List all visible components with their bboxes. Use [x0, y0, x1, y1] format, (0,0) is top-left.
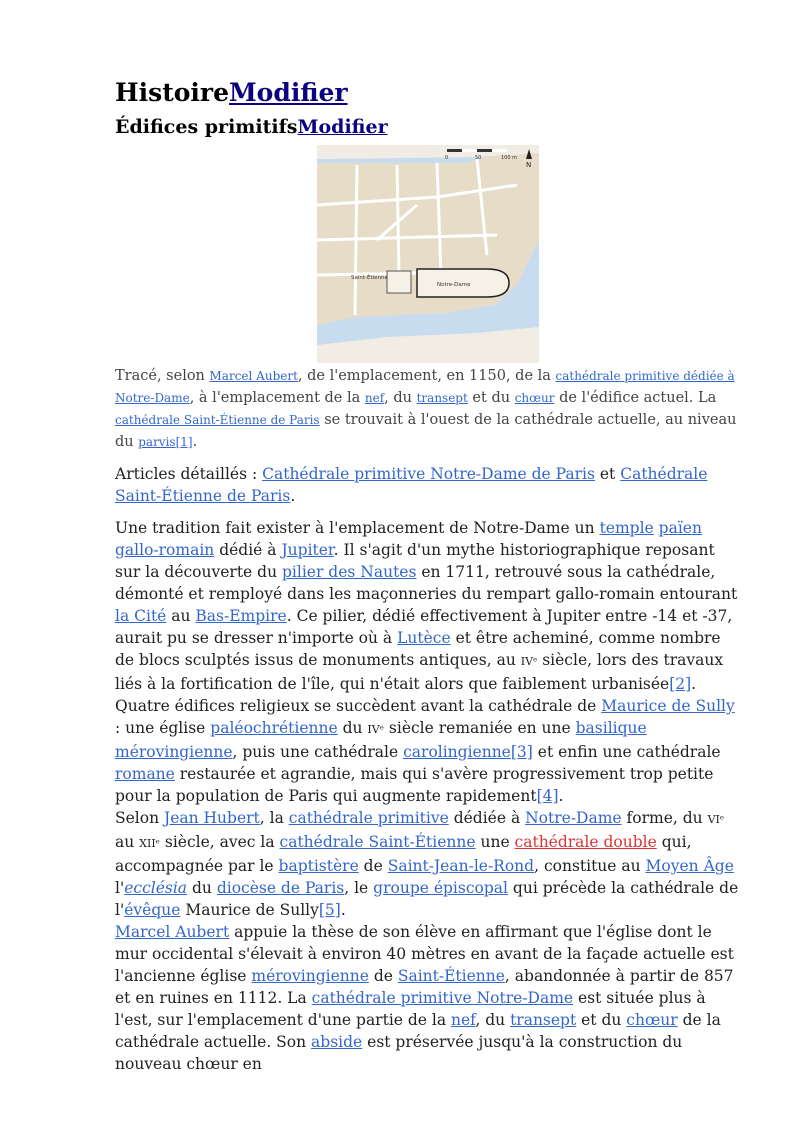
subsection-title: Édifices primitifs: [115, 116, 298, 138]
link-cathedrale-primitive[interactable]: cathédrale primitive dédiée à Notre-Dame: [115, 369, 735, 405]
century-numeral: IVᵉ: [520, 655, 538, 668]
link-lutece[interactable]: Lutèce: [397, 629, 451, 647]
text: , abandonnée à partir de 857 et en ruines en 1112. La: [115, 967, 734, 1007]
caption-text: , à l'emplacement de la: [189, 390, 365, 406]
caption-text: .: [192, 434, 198, 450]
text: Une tradition fait exister à l'emplacement de Notre-Dame un: [115, 519, 600, 537]
link-baptistere[interactable]: baptistère: [278, 857, 359, 875]
link-jupiter[interactable]: Jupiter: [281, 541, 334, 559]
century-numeral: XIIᵉ: [139, 837, 160, 850]
text: . Il s'agit d'un mythe historiographique reposant sur la découverte du: [115, 541, 715, 581]
link-diocese-de-paris[interactable]: diocèse de Paris: [216, 879, 345, 897]
link-cathedrale-primitive-notre-dame[interactable]: cathédrale primitive Notre-Dame: [311, 989, 574, 1007]
link-nef[interactable]: nef: [364, 391, 385, 405]
century-numeral: IVᵉ: [367, 723, 384, 736]
reference-2[interactable]: [2]: [669, 675, 692, 693]
caption-text: de l'édifice actuel. La: [554, 390, 717, 406]
text: siècle, avec la: [159, 833, 280, 851]
text: est préservée jusqu'à la construction du nouveau chœur en: [115, 1033, 683, 1073]
link-paleochretienne[interactable]: paléochrétienne: [210, 719, 338, 737]
link-marcel-aubert[interactable]: Marcel Aubert: [209, 369, 298, 383]
text: Quatre édifices religieux se succèdent avant la cathédrale de: [115, 697, 602, 715]
text: en 1711, retrouvé sous la cathédrale, démonté et remployé dans les maçonneries du rempart gallo-romain entourant: [115, 563, 738, 603]
paragraph-4: [115, 921, 740, 1075]
link-notre-dame[interactable]: Notre-Dame: [525, 809, 622, 827]
text: et être acheminé, comme nombre de blocs sculptés issus de monuments antiques, au: [115, 629, 721, 669]
subsection-heading: [115, 112, 740, 142]
text: : une église: [115, 719, 211, 737]
reference-4[interactable]: [4]: [536, 787, 559, 805]
link-paien[interactable]: païen: [658, 519, 702, 537]
link-cathedrale-saint-etienne[interactable]: cathédrale Saint-Étienne de Paris: [115, 413, 320, 427]
link-moyen-age[interactable]: Moyen Âge: [645, 857, 734, 875]
link-merovingienne[interactable]: mérovingienne: [115, 743, 233, 761]
caption-text: , du: [384, 390, 417, 406]
text: au: [166, 607, 196, 625]
text: siècle remaniée en une: [383, 719, 576, 737]
text: .: [558, 787, 564, 805]
section-heading: [115, 74, 740, 112]
paragraph-2: [115, 695, 740, 807]
text: , la: [259, 809, 289, 827]
map-figure[interactable]: [317, 145, 539, 363]
cathedral-map: [317, 145, 539, 363]
link-parvis[interactable]: parvis: [138, 435, 176, 449]
north-label: N: [525, 161, 531, 169]
text: est située plus à l'est, sur l'emplacement d'une partie de la: [115, 989, 706, 1029]
reference-5[interactable]: [5]: [318, 901, 341, 919]
article-content: [115, 74, 740, 1075]
link-gallo-romain[interactable]: gallo-romain: [115, 541, 215, 559]
text: qui précède la cathédrale de l': [115, 879, 739, 919]
caption-text: et du: [467, 390, 515, 406]
century-numeral: VIᵉ: [707, 813, 725, 826]
link-eveque[interactable]: évêque: [124, 901, 181, 919]
text: et enfin une cathédrale: [532, 743, 721, 761]
text: au: [115, 833, 140, 851]
scale-label-100: 100 m: [500, 155, 517, 161]
link-cathedrale-primitive-2[interactable]: cathédrale primitive: [288, 809, 449, 827]
text: appuie la thèse de son élève en affirmant que l'église dont le mur occidental s'élevait à environ 40 mètres en avant de la façade actuelle est l'ancienne église: [115, 923, 734, 985]
text: . Ce pilier, dédié effectivement à Jupiter entre -14 et -37, aurait pu se dresser n'importe où à: [115, 607, 733, 647]
edit-section-link[interactable]: Modifier: [229, 78, 348, 107]
edit-subsection-link[interactable]: Modifier: [297, 116, 388, 138]
link-merovingienne-2[interactable]: mérovingienne: [251, 967, 369, 985]
link-pilier-des-nautes[interactable]: pilier des Nautes: [282, 563, 417, 581]
link-cathedrale-saint-etienne-2[interactable]: cathédrale Saint-Étienne: [279, 833, 476, 851]
reference-3[interactable]: [3]: [510, 743, 533, 761]
text: qui, accompagnée par le: [115, 833, 692, 875]
text: forme, du: [621, 809, 708, 827]
text: , le: [344, 879, 374, 897]
caption-text: Tracé, selon: [115, 368, 210, 384]
paragraph-3: [115, 807, 740, 921]
link-carolingienne[interactable]: carolingienne: [403, 743, 511, 761]
link-marcel-aubert-2[interactable]: Marcel Aubert: [115, 923, 230, 941]
link-article-cathedrale-saint-etienne[interactable]: Cathédrale Saint-Étienne de Paris: [115, 465, 708, 505]
text: du: [337, 719, 368, 737]
map-label-saint-etienne: Saint-Étienne: [350, 275, 388, 281]
text: et du: [576, 1011, 627, 1029]
link-nef-2[interactable]: nef: [451, 1011, 476, 1029]
text: , du: [475, 1011, 511, 1029]
link-choeur-2[interactable]: chœur: [626, 1011, 678, 1029]
link-romane[interactable]: romane: [115, 765, 175, 783]
text: du: [187, 879, 217, 897]
text: .: [691, 675, 697, 693]
detailed-articles-note: [115, 463, 740, 507]
section-title: Histoire: [115, 78, 229, 107]
note-text: et: [594, 465, 621, 483]
text: Maurice de Sully: [180, 901, 319, 919]
link-choeur[interactable]: chœur: [514, 391, 555, 405]
text: l': [115, 879, 125, 897]
text: une: [475, 833, 515, 851]
text: de: [368, 967, 398, 985]
text: .: [340, 901, 346, 919]
link-basilique[interactable]: basilique: [575, 719, 647, 737]
text: , constitue au: [534, 857, 646, 875]
caption-text: se trouvait à l'ouest de la cathédrale actuelle, au niveau du: [115, 412, 737, 450]
link-saint-jean-le-rond[interactable]: Saint-Jean-le-Rond: [387, 857, 535, 875]
link-transept-2[interactable]: transept: [510, 1011, 577, 1029]
link-abside[interactable]: abside: [311, 1033, 363, 1051]
note-text: Articles détaillés :: [115, 465, 263, 483]
text: de: [358, 857, 388, 875]
link-maurice-de-sully[interactable]: Maurice de Sully: [601, 697, 735, 715]
link-transept[interactable]: transept: [416, 391, 468, 405]
link-jean-hubert[interactable]: Jean Hubert: [164, 809, 260, 827]
link-bas-empire[interactable]: Bas-Empire: [195, 607, 287, 625]
link-groupe-episcopal[interactable]: groupe épiscopal: [373, 879, 508, 897]
text: siècle, lors des travaux liés à la fortification de l'île, qui n'était alors que faiblement urbanisée: [115, 651, 724, 693]
text: Selon: [115, 809, 164, 827]
text: de la cathédrale actuelle. Son: [115, 1011, 721, 1051]
paragraph-1: [115, 517, 740, 695]
text: restaurée et agrandie, mais qui s'avère progressivement trop petite pour la population de Paris qui augmente rapidement: [115, 765, 714, 805]
redlink-cathedrale-double[interactable]: cathédrale double: [514, 833, 657, 851]
link-saint-etienne[interactable]: Saint-Étienne: [397, 967, 505, 985]
link-temple[interactable]: temple: [599, 519, 654, 537]
figure-caption: [115, 365, 740, 453]
text: dédiée à: [448, 809, 526, 827]
reference-1[interactable]: [1]: [175, 435, 193, 449]
scale-label-0: 0: [444, 155, 448, 161]
note-text: .: [290, 487, 296, 505]
link-article-cathedrale-primitive[interactable]: Cathédrale primitive Notre-Dame de Paris: [262, 465, 595, 483]
text: , puis une cathédrale: [232, 743, 404, 761]
link-ecclesia[interactable]: ecclésia: [124, 879, 188, 897]
link-la-cite[interactable]: la Cité: [115, 607, 167, 625]
text: dédié à: [214, 541, 282, 559]
map-label-notre-dame: Notre-Dame: [436, 282, 470, 288]
scale-label-50: 50: [474, 155, 481, 161]
caption-text: , de l'emplacement, en 1150, de la: [297, 368, 556, 384]
